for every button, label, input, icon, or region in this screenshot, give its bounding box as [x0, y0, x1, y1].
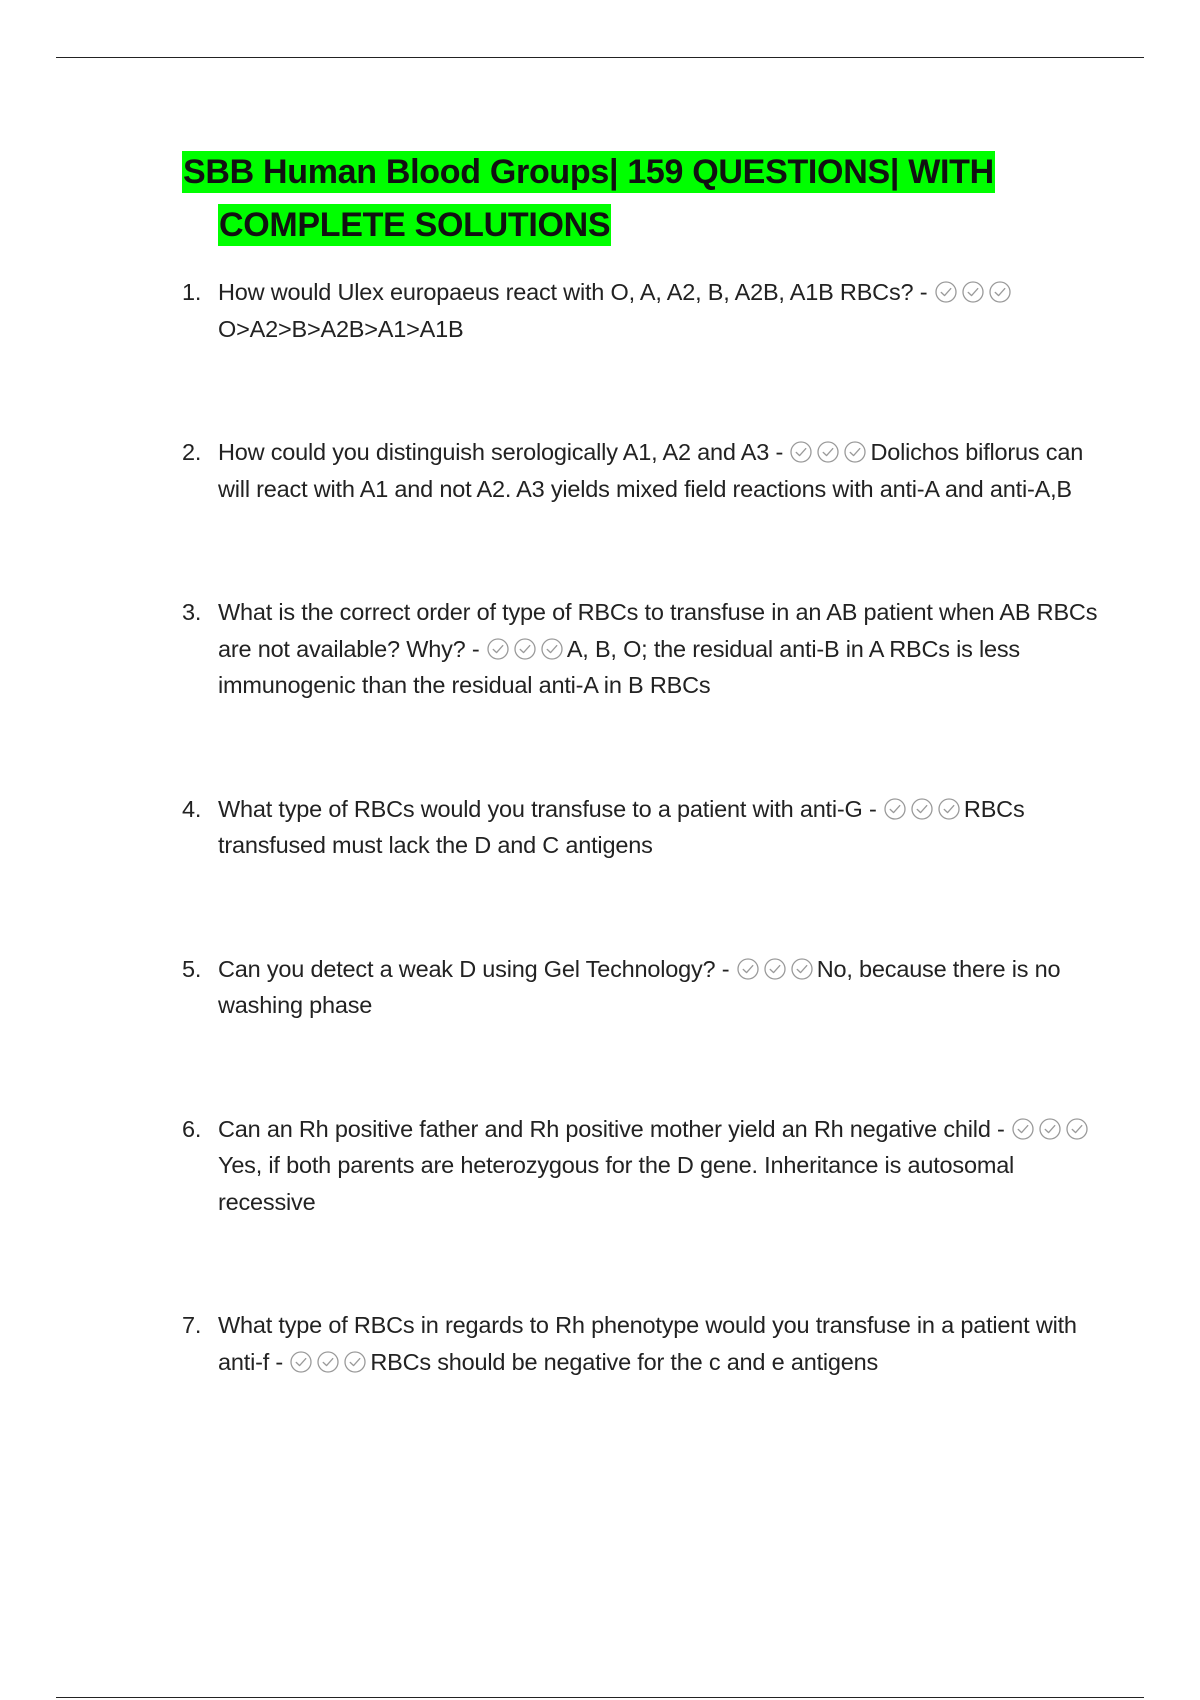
check-icon-group [789, 439, 870, 465]
document-body [182, 146, 1102, 1380]
check-circle-icon [736, 957, 760, 981]
check-icon-group [736, 956, 817, 982]
bottom-rule [56, 1697, 1144, 1698]
check-circle-icon [790, 957, 814, 981]
check-circle-icon [316, 1350, 340, 1374]
top-rule [56, 57, 1144, 58]
check-circle-icon [1011, 1117, 1035, 1141]
question-list [182, 274, 1102, 1380]
check-icon-group [934, 279, 1015, 305]
question-number: 2. [182, 439, 202, 465]
question-item [182, 1111, 1102, 1221]
check-circle-icon [937, 797, 961, 821]
question-number: 4. [182, 795, 202, 822]
answer-text: No, because there is no washing phase [218, 955, 1061, 1018]
check-circle-icon [540, 637, 564, 661]
check-circle-icon [513, 637, 537, 661]
question-number: 1. [182, 279, 202, 305]
check-icon-group [289, 1349, 370, 1375]
check-circle-icon [1065, 1117, 1089, 1141]
question-text: How could you distinguish serologically A1, A2 and A3 - [218, 439, 784, 465]
question-number: 6. [182, 1115, 202, 1142]
answer-text: Dolichos biflorus can will react with A1 and not A2. A3 yields mixed field reactions with anti-A and anti-A,B [218, 439, 1084, 502]
check-icon-group [486, 636, 567, 662]
question-text: Can an Rh positive father and Rh positive mother yield an Rh negative child - [218, 1115, 1005, 1142]
question-text: Can you detect a weak D using Gel Technology? - [218, 955, 730, 982]
check-circle-icon [789, 440, 813, 464]
title-highlight: SBB Human Blood Groups| 159 QUESTIONS| WITH COMPLETE SOLUTIONS [183, 153, 994, 244]
document-title [182, 146, 1102, 252]
check-circle-icon [988, 280, 1012, 304]
answer-text: RBCs transfused must lack the D and C antigens [218, 795, 1025, 858]
check-icon-group [1011, 1116, 1092, 1142]
question-item [182, 594, 1102, 704]
check-circle-icon [486, 637, 510, 661]
question-text: What type of RBCs would you transfuse to a patient with anti-G - [218, 795, 877, 822]
question-text: What type of RBCs in regards to Rh phenotype would you transfuse in a patient with anti-f - [218, 1312, 1077, 1375]
question-item [182, 951, 1102, 1024]
check-circle-icon [763, 957, 787, 981]
check-circle-icon [343, 1350, 367, 1374]
check-circle-icon [843, 440, 867, 464]
question-item [182, 1307, 1102, 1380]
check-circle-icon [289, 1350, 313, 1374]
check-circle-icon [1038, 1117, 1062, 1141]
answer-text: Yes, if both parents are heterozygous for the D gene. Inheritance is autosomal recessive [218, 1152, 1015, 1215]
answer-text: O>A2>B>A2B>A1>A1B [218, 315, 464, 342]
answer-text: A, B, O; the residual anti-B in A RBCs is less immunogenic than the residual anti-A in B RBCs [218, 635, 1020, 698]
answer-text: RBCs should be negative for the c and e antigens [370, 1348, 879, 1375]
check-circle-icon [910, 797, 934, 821]
question-number: 7. [182, 1312, 202, 1338]
question-item [182, 274, 1102, 347]
check-circle-icon [816, 440, 840, 464]
check-icon-group [883, 796, 964, 822]
check-circle-icon [961, 280, 985, 304]
question-item [182, 791, 1102, 864]
check-circle-icon [883, 797, 907, 821]
question-item [182, 434, 1102, 507]
check-circle-icon [934, 280, 958, 304]
question-text: How would Ulex europaeus react with O, A, A2, B, A2B, A1B RBCs? - [218, 279, 928, 305]
question-number: 5. [182, 955, 202, 982]
question-text: What is the correct order of type of RBCs to transfuse in an AB patient when AB RBCs are not available? Why? - [218, 599, 1098, 662]
question-number: 3. [182, 599, 202, 625]
